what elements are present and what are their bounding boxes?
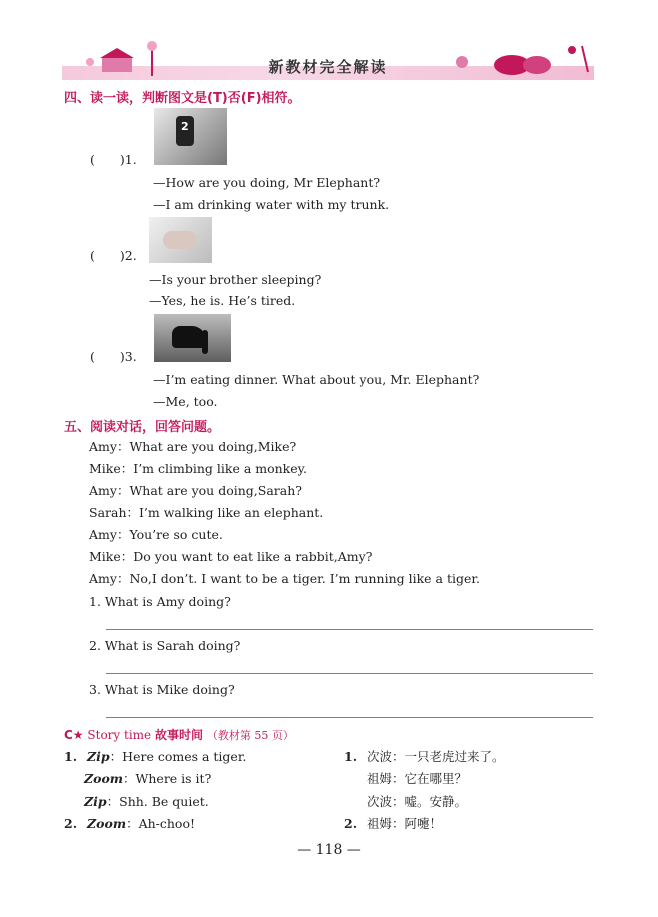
storytime-title-cn: 故事时间 <box>154 728 203 742</box>
storytime-c-star: C★ <box>64 728 84 742</box>
photo-number-label: 2 <box>181 120 189 133</box>
story-left-2-speaker: Zoom <box>84 771 124 786</box>
story-left-1-text: ：Here comes a tiger. <box>109 749 247 764</box>
storytime-heading <box>64 726 294 743</box>
story-left-4 <box>64 816 195 832</box>
story-left-3 <box>84 794 209 810</box>
item2-line2: —Yes, he is. He’s tired. <box>149 293 296 308</box>
storytime-title-en: Story time <box>87 728 152 742</box>
sleeping-boy-photo <box>149 217 212 263</box>
story-left-4-text: ：Ah-choo! <box>126 816 196 831</box>
storytime-ref: （教材第 55 页） <box>206 729 294 742</box>
answer-line-2[interactable] <box>106 673 593 674</box>
story-right-4-text: 祖姆：阿嚏！ <box>367 816 443 831</box>
item1-mark: ( )1. <box>90 152 137 167</box>
story-left-3-text: ：Shh. Be quiet. <box>106 794 209 809</box>
story-right-4-num: 2. <box>344 816 358 831</box>
story-left-1 <box>64 749 246 765</box>
question-3: 3. What is Mike doing? <box>89 682 235 697</box>
item2-mark: ( )2. <box>90 248 137 263</box>
story-right-4 <box>344 816 442 832</box>
story-right-1-text: 次波：一只老虎过来了。 <box>367 749 505 764</box>
story-left-2-text: ：Where is it? <box>123 771 212 786</box>
story-left-1-num: 1. <box>64 749 78 764</box>
story-left-1-speaker: Zip <box>87 749 110 764</box>
section5-title: 五、阅读对话，回答问题。 <box>64 420 221 435</box>
header-title: 新教材完全解读 <box>268 58 388 76</box>
story-left-2 <box>84 771 211 787</box>
story-left-4-speaker: Zoom <box>87 816 127 831</box>
section4-title: 四、读一读，判断图文是(T)否(F)相符。 <box>64 91 301 106</box>
question-2: 2. What is Sarah doing? <box>89 638 241 653</box>
dialogue-line-1: Amy：What are you doing,Mike? <box>89 439 297 454</box>
dialogue-line-5: Amy：You’re so cute. <box>89 527 223 542</box>
item3-line2: —Me, too. <box>153 394 218 409</box>
story-right-1 <box>344 749 505 765</box>
dialogue-line-6: Mike：Do you want to eat like a rabbit,Amy? <box>89 549 373 564</box>
story-left-3-speaker: Zip <box>84 794 107 809</box>
elephant-walking-photo <box>154 314 231 362</box>
answer-line-3[interactable] <box>106 717 593 718</box>
page-header <box>62 40 594 84</box>
dialogue-line-7: Amy：No,I don’t. I want to be a tiger. I’m running like a tiger. <box>89 571 480 586</box>
story-right-1-num: 1. <box>344 749 358 764</box>
dialogue-line-3: Amy：What are you doing,Sarah? <box>89 483 302 498</box>
item3-line1: —I’m eating dinner. What about you, Mr. Elephant? <box>153 372 480 387</box>
dialogue-line-4: Sarah：I’m walking like an elephant. <box>89 505 324 520</box>
item1-line1: —How are you doing, Mr Elephant? <box>153 175 381 190</box>
answer-line-1[interactable] <box>106 629 593 630</box>
question-1: 1. What is Amy doing? <box>89 594 231 609</box>
story-left-4-num: 2. <box>64 816 78 831</box>
story-right-2: 祖姆：它在哪里？ <box>367 771 468 786</box>
item3-mark: ( )3. <box>90 349 137 364</box>
page-number: — 118 — <box>297 842 361 858</box>
item2-line1: —Is your brother sleeping? <box>149 272 322 287</box>
elephant-drinking-photo <box>154 108 227 165</box>
item1-line2: —I am drinking water with my trunk. <box>153 197 390 212</box>
dialogue-line-2: Mike：I’m climbing like a monkey. <box>89 461 308 476</box>
story-right-3: 次波：嘘。安静。 <box>367 794 468 809</box>
